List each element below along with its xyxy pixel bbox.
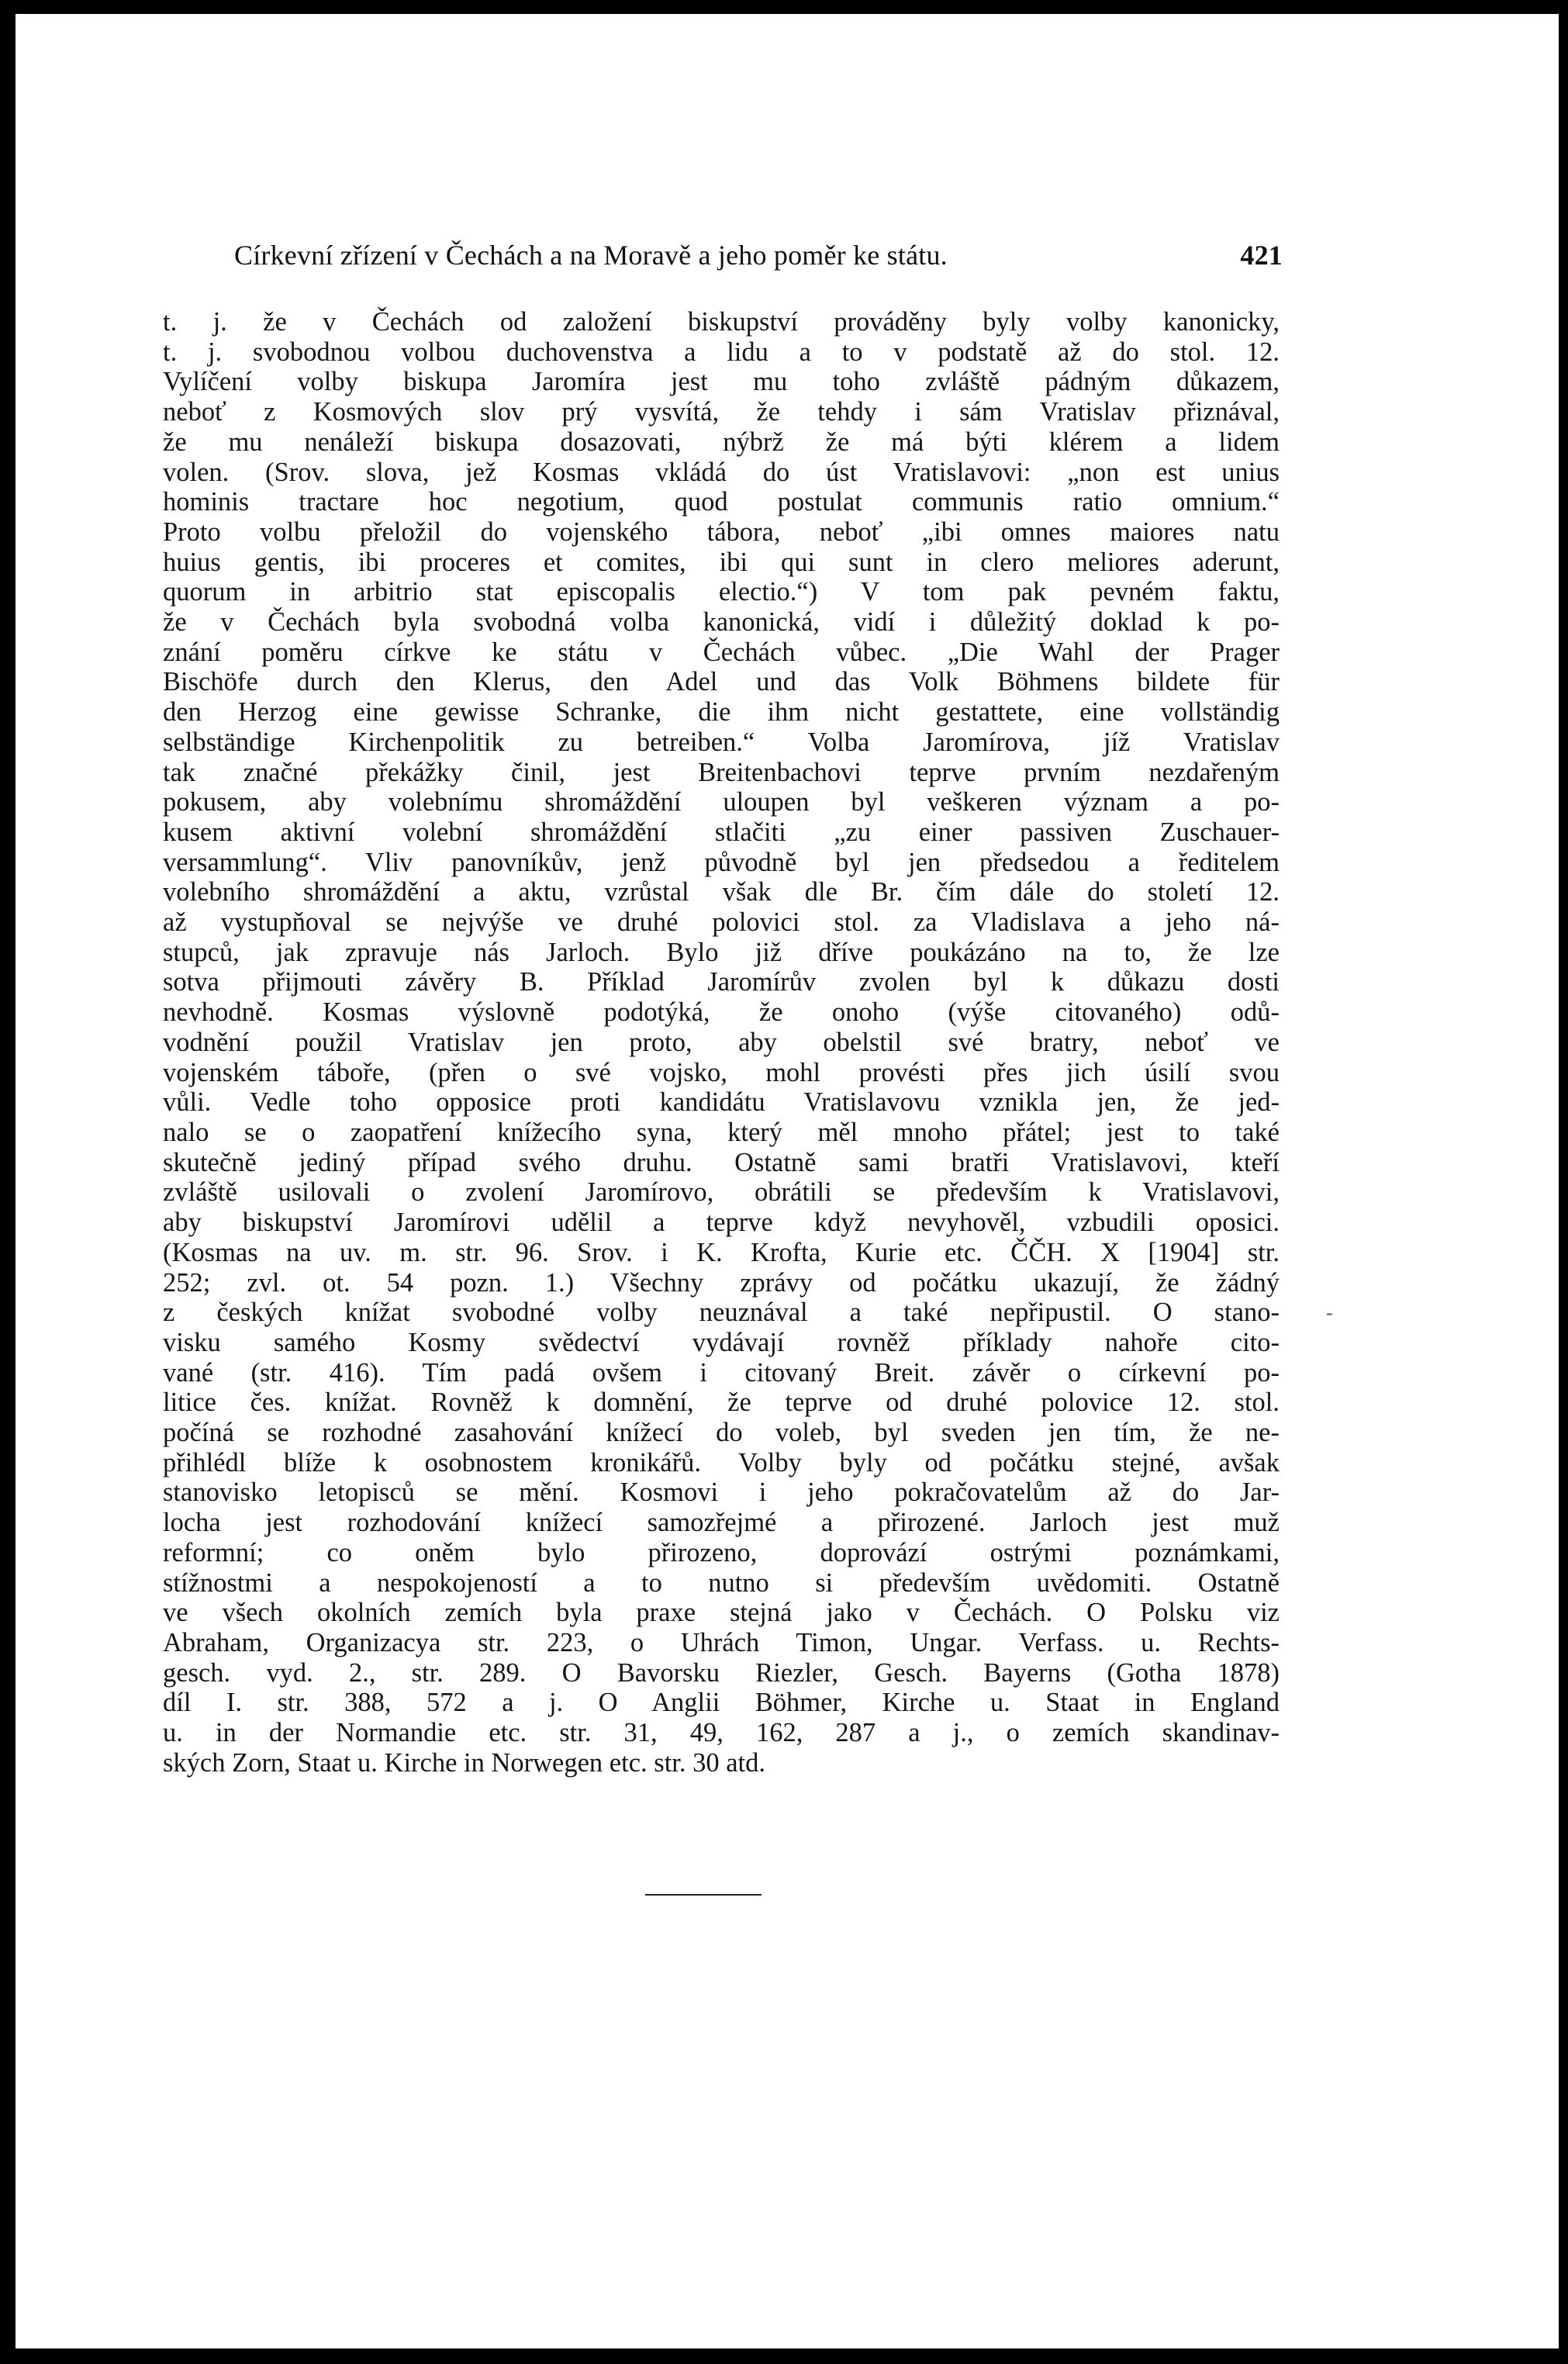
- text-line: stanovisko letopisců se mění. Kosmovi i jeho pokračovatelům až do Jar-: [163, 1478, 1280, 1508]
- text-line: vodnění použil Vratislav jen proto, aby obelstil své bratry, neboť ve: [163, 1027, 1280, 1057]
- text-line: vané (str. 416). Tím padá ovšem i citovaný Breit. závěr o církevní po-: [163, 1357, 1280, 1388]
- text-line: z českých knížat svobodné volby neuznával a také nepřipustil. O stano-: [163, 1298, 1280, 1328]
- text-line: aby biskupství Jaromírovi udělil a teprve když nevyhověl, vzbudili oposici.: [163, 1208, 1280, 1238]
- text-line: locha jest rozhodování knížecí samozřejmé a přirozené. Jarloch jest muž: [163, 1508, 1280, 1538]
- text-line: pokusem, aby volebnímu shromáždění uloupen byl veškeren význam a po-: [163, 787, 1280, 817]
- text-line: (Kosmas na uv. m. str. 96. Srov. i K. Krofta, Kurie etc. ČČH. X [1904] str.: [163, 1237, 1280, 1267]
- text-line: Vylíčení volby biskupa Jaromíra jest mu toho zvláště pádným důkazem,: [163, 367, 1280, 397]
- text-line: 252; zvl. ot. 54 pozn. 1.) Všechny zprávy od počátku ukazují, že žádný: [163, 1267, 1280, 1298]
- running-title: Církevní zřízení v Čechách a na Moravě a jeho poměr ke státu.: [234, 240, 948, 271]
- running-head: [234, 239, 1283, 271]
- text-line: volen. (Srov. slova, jež Kosmas vkládá do úst Vratislavovi: „non est unius: [163, 457, 1280, 487]
- text-line: skutečně jediný případ svého druhu. Ostatně sami bratři Vratislavovi, kteří: [163, 1147, 1280, 1177]
- text-line: u. in der Normandie etc. str. 31, 49, 162, 287 a j., o zemích skandinav-: [163, 1718, 1280, 1748]
- text-line: přihlédl blíže k osobnostem kronikářů. Volby byly od počátku stejné, avšak: [163, 1447, 1280, 1478]
- text-line: gesch. vyd. 2., str. 289. O Bavorsku Riezler, Gesch. Bayerns (Gotha 1878): [163, 1657, 1280, 1688]
- text-line: Proto volbu přeložil do vojenského tábora, neboť „ibi omnes maiores natu: [163, 517, 1280, 547]
- text-line: huius gentis, ibi proceres et comites, ibi qui sunt in clero meliores aderunt,: [163, 547, 1280, 577]
- text-line: vůli. Vedle toho opposice proti kandidátu Vratislavovu vznikla jen, že jed-: [163, 1087, 1280, 1118]
- text-line: stupců, jak zpravuje nás Jarloch. Bylo již dříve poukázáno na to, že lze: [163, 937, 1280, 967]
- text-line: vojenském táboře, (přen o své vojsko, mohl provésti přes jich úsilí svou: [163, 1057, 1280, 1087]
- text-line: počíná se rozhodné zasahování knížecí do voleb, byl sveden jen tím, že ne-: [163, 1418, 1280, 1448]
- margin-mark: -: [1326, 1301, 1333, 1324]
- section-divider: [645, 1894, 762, 1896]
- text-line: Abraham, Organizacya str. 223, o Uhrách Timon, Ungar. Verfass. u. Rechts-: [163, 1627, 1280, 1657]
- text-line: quorum in arbitrio stat episcopalis electio.“) V tom pak pevném faktu,: [163, 577, 1280, 607]
- text-line: selbständige Kirchenpolitik zu betreiben.“ Volba Jaromírova, jíž Vratislav: [163, 727, 1280, 757]
- text-line: znání poměru církve ke státu v Čechách vůbec. „Die Wahl der Prager: [163, 637, 1280, 667]
- text-line: volebního shromáždění a aktu, vzrůstal však dle Br. čím dále do století 12.: [163, 877, 1280, 907]
- book-page: [16, 14, 1559, 2348]
- text-line: nevhodně. Kosmas výslovně podotýká, že onoho (výše citovaného) odů-: [163, 997, 1280, 1028]
- text-line: reformní; co oněm bylo přirozeno, doprovází ostrými poznámkami,: [163, 1537, 1280, 1567]
- text-line: že v Čechách byla svobodná volba kanonická, vidí i důležitý doklad k po-: [163, 607, 1280, 638]
- text-line: t. j. svobodnou volbou duchovenstva a lidu a to v podstatě až do stol. 12.: [163, 337, 1280, 367]
- page-number: 421: [1240, 240, 1283, 271]
- text-line: ve všech okolních zemích byla praxe stejná jako v Čechách. O Polsku viz: [163, 1598, 1280, 1628]
- text-line: den Herzog eine gewisse Schranke, die ihm nicht gestattete, eine vollständig: [163, 697, 1280, 728]
- text-line: hominis tractare hoc negotium, quod postulat communis ratio omnium.“: [163, 487, 1280, 517]
- text-line: že mu nenáleží biskupa dosazovati, nýbrž že má býti klérem a lidem: [163, 427, 1280, 457]
- text-line: zvláště usilovali o zvolení Jaromírovo, obrátili se především k Vratislavovi,: [163, 1177, 1280, 1208]
- text-line: tak značné překážky činil, jest Breitenbachovi teprve prvním nezdařeným: [163, 757, 1280, 787]
- text-line: versammlung“. Vliv panovníkův, jenž původně byl jen předsedou a ředitelem: [163, 847, 1280, 877]
- text-line: sotva přijmouti závěry B. Příklad Jaromírův zvolen byl k důkazu dosti: [163, 967, 1280, 997]
- text-line: až vystupňoval se nejvýše ve druhé polovici stol. za Vladislava a jeho ná-: [163, 907, 1280, 938]
- text-line: kusem aktivní volební shromáždění stlačiti „zu einer passiven Zuschauer-: [163, 817, 1280, 847]
- text-line: neboť z Kosmových slov prý vysvítá, že tehdy i sám Vratislav přiznával,: [163, 397, 1280, 427]
- text-line: stížnostmi a nespokojeností a to nutno si především uvědomiti. Ostatně: [163, 1567, 1280, 1598]
- text-line: díl I. str. 388, 572 a j. O Anglii Böhmer, Kirche u. Staat in England: [163, 1688, 1280, 1718]
- text-line: Bischöfe durch den Klerus, den Adel und das Volk Böhmens bildete für: [163, 667, 1280, 697]
- body-text: [163, 307, 1280, 1778]
- text-line: nalo se o zaopatření knížecího syna, který měl mnoho přátel; jest to také: [163, 1117, 1280, 1147]
- text-line: visku samého Kosmy svědectví vydávají rovněž příklady nahoře cito-: [163, 1327, 1280, 1357]
- text-line: litice čes. knížat. Rovněž k domnění, že teprve od druhé polovice 12. stol.: [163, 1388, 1280, 1418]
- text-line: t. j. že v Čechách od založení biskupství prováděny byly volby kanonicky,: [163, 307, 1280, 337]
- text-line: ských Zorn, Staat u. Kirche in Norwegen etc. str. 30 atd.: [163, 1747, 766, 1778]
